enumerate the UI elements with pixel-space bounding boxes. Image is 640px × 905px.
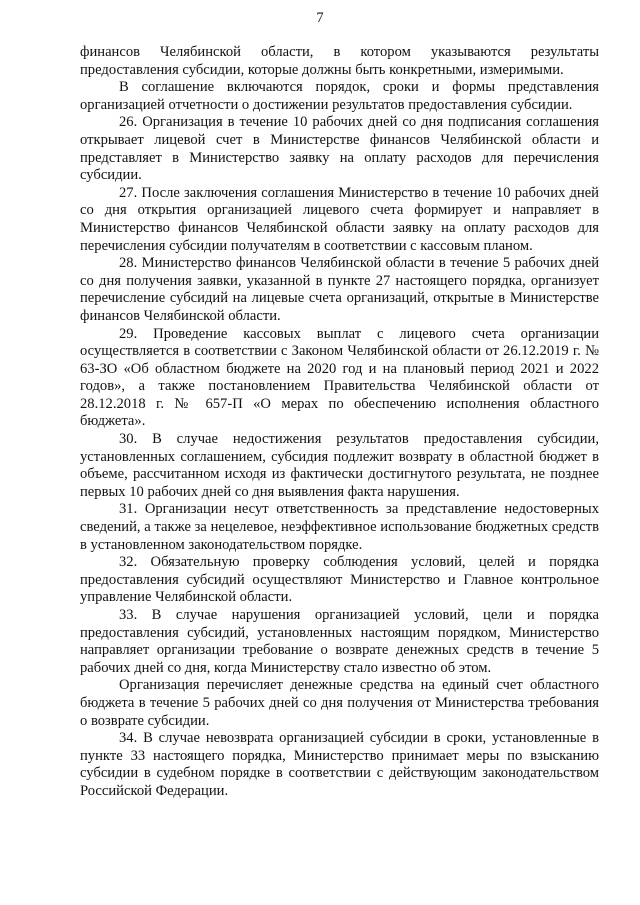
paragraph-34: 34. В случае невозврата организацией субсидии в сроки, установленные в пункте 33 настоящего порядка, Министерство принимает меры по взысканию субсидии в судебном порядке в соответствии с действующим законодательством Российской Федерации. xyxy=(80,730,599,799)
paragraph-30: 30. В случае недостижения результатов предоставления субсидии, установленных соглашением, субсидия подлежит возврату в областной бюджет в объеме, рассчитанном исходя из фактически достигнутого результата, не позднее первых 10 рабочих дней со дня выявления факта нарушения. xyxy=(80,431,599,500)
paragraph-27: 27. После заключения соглашения Министерство в течение 10 рабочих дней со дня открытия организацией лицевого счета формирует и направляет в Министерство финансов Челябинской области заявку на оплату расходов для перечисления субсидии получателям в соответствии с кассовым планом. xyxy=(80,184,599,254)
paragraph-32: 32. Обязательную проверку соблюдения условий, целей и порядка предоставления субсидий осуществляют Министерство и Главное контрольное управление Челябинской области. xyxy=(80,554,599,606)
document-body xyxy=(80,44,599,801)
paragraph-33: 33. В случае нарушения организацией условий, цели и порядка предоставления субсидий, установленных настоящим порядком, Министерство направляет организации требование о возврате денежных средств в течение 5 рабочих дней со дня, когда Министерству стало известно об этом. xyxy=(80,607,599,676)
paragraph-31: 31. Организации несут ответственность за представление недостоверных сведений, а также за нецелевое, неэффективное использование бюджетных средств в установленном законодательством порядке. xyxy=(80,501,599,553)
page-number: 7 xyxy=(316,10,324,26)
paragraph-refund: Организация перечисляет денежные средства на единый счет областного бюджета в течение 5 рабочих дней со дня получения от Министерства требования о возврате субсидии. xyxy=(80,677,599,729)
paragraph-reporting: В соглашение включаются порядок, сроки и формы представления организацией отчетности о достижении результатов предоставления субсидии. xyxy=(80,79,599,113)
paragraph-26: 26. Организация в течение 10 рабочих дней со дня подписания соглашения открывает лицевой счет в Министерстве финансов Челябинской области и представляет в Министерство заявку на оплату расходов для перечисления субсидии. xyxy=(80,114,599,184)
paragraph-continuation: финансов Челябинской области, в котором указываются результаты предоставления субсидии, которые должны быть конкретными, измеримыми. xyxy=(80,44,599,78)
paragraph-29: 29. Проведение кассовых выплат с лицевого счета организации осуществляется в соответствии с Законом Челябинской области от 26.12.2019 г. № 63-ЗО «Об областном бюджете на 2020 год и на плановый период 2021 и 2022 годов», а также постановлением Правительства Челябинской области от 28.12.2018 г. № 657-П «О мерах по обеспечению исполнения областного бюджета». xyxy=(80,325,599,430)
paragraph-28: 28. Министерство финансов Челябинской области в течение 5 рабочих дней со дня получения заявки, указанной в пункте 27 настоящего порядка, организует перечисление субсидий на лицевые счета организаций, открытые в Министерстве финансов Челябинской области. xyxy=(80,255,599,324)
